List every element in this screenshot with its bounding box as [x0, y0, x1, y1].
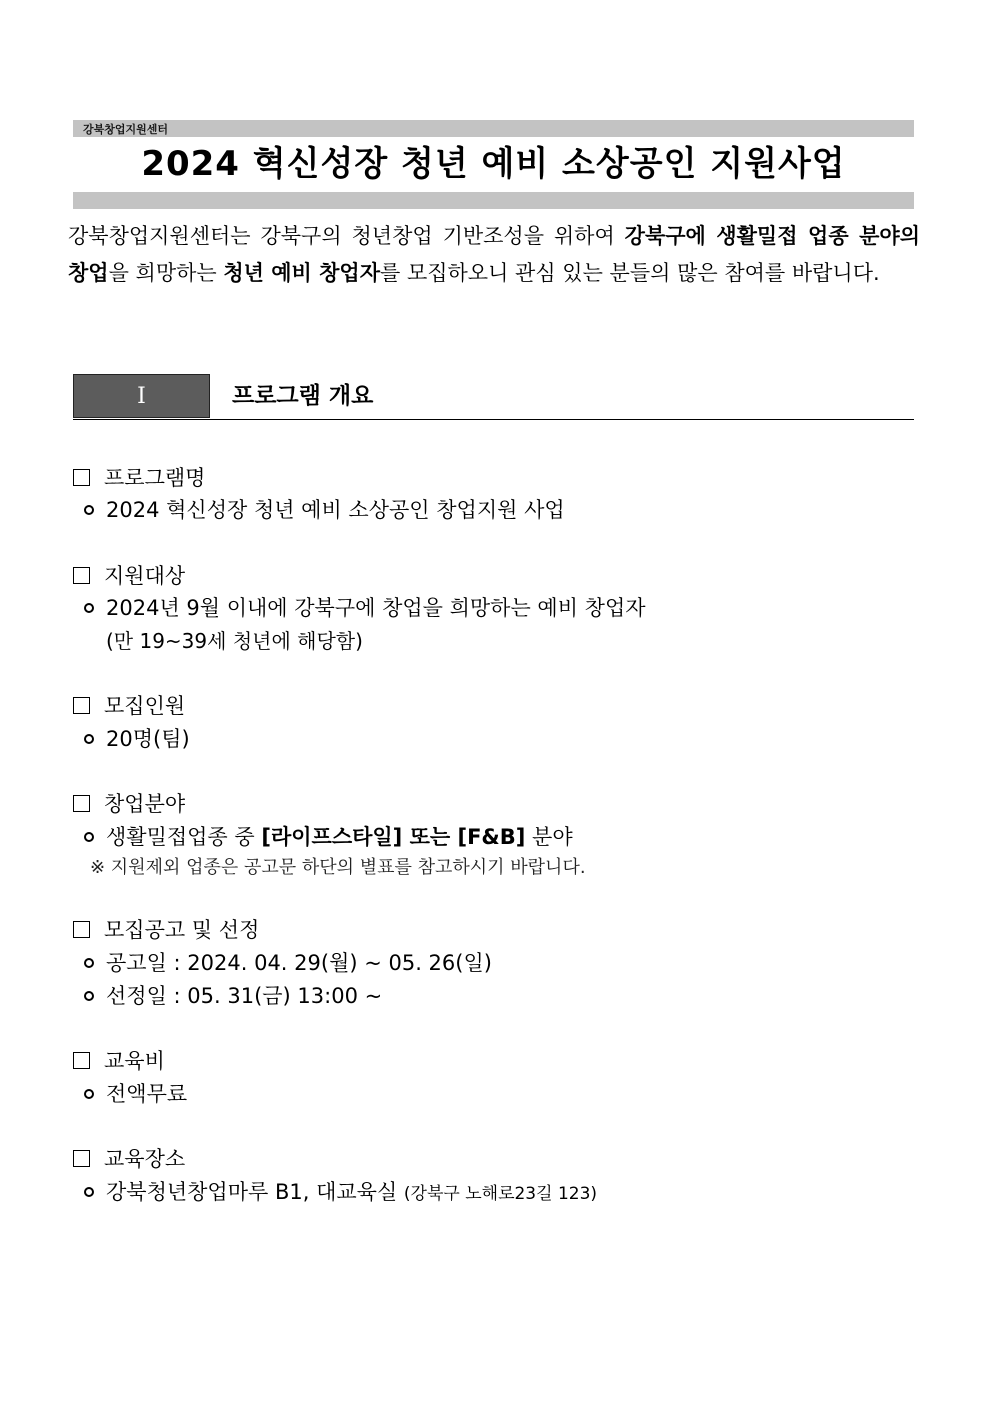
document-title: 2024 혁신성장 청년 예비 소상공인 지원사업 [141, 144, 846, 184]
line-text: 2024년 9월 이내에 강북구에 창업을 희망하는 예비 창업자 [106, 596, 646, 620]
item-note-field: ※ 지원제외 업종은 공고문 하단의 별표를 참고하시기 바랍니다. [90, 857, 586, 878]
item-line-program [84, 495, 565, 525]
item-line-fee [84, 1079, 187, 1109]
item-line-recruit [84, 724, 190, 754]
circle-bullet-icon [84, 991, 94, 1001]
line-text: 분야 [525, 825, 573, 849]
item-heading-recruit [73, 691, 185, 721]
line-bold: 또는 [402, 825, 458, 849]
circle-bullet-icon [84, 1089, 94, 1099]
item-line-schedule-1 [84, 948, 492, 978]
item-heading-field [73, 789, 185, 819]
circle-bullet-icon [84, 1187, 94, 1197]
header-bar-top [73, 120, 914, 137]
heading-label: 모집인원 [104, 694, 186, 718]
intro-text-2: 을 희망하는 [108, 261, 224, 285]
line-small-text: (강북구 노해로23길 123) [403, 1184, 598, 1204]
item-line-field [84, 822, 573, 852]
heading-label: 프로그램명 [104, 466, 206, 490]
line-text: 강북청년창업마루 B1, 대교육실 [106, 1180, 398, 1204]
item-line-target-cont: (만 19~39세 청년에 해당함) [106, 629, 363, 653]
checkbox-square-icon [73, 567, 90, 584]
item-heading-schedule [73, 915, 259, 945]
line-text: 생활밀접업종 중 [106, 825, 262, 849]
intro-paragraph [68, 218, 920, 292]
item-heading-fee [73, 1046, 165, 1076]
section-header [73, 374, 914, 420]
circle-bullet-icon [84, 603, 94, 613]
checkbox-square-icon [73, 921, 90, 938]
intro-bold-2: 청년 예비 창업자 [223, 261, 380, 285]
checkbox-square-icon [73, 697, 90, 714]
item-line-schedule-2 [84, 981, 382, 1011]
checkbox-square-icon [73, 1052, 90, 1069]
circle-bullet-icon [84, 832, 94, 842]
heading-label: 지원대상 [104, 564, 186, 588]
line-text: 전액무료 [106, 1082, 188, 1106]
line-text: 선정일 : 05. 31(금) 13:00 ~ [106, 984, 383, 1008]
header-bar-bottom [73, 192, 914, 209]
heading-label: 모집공고 및 선정 [104, 918, 260, 942]
checkbox-square-icon [73, 795, 90, 812]
intro-text-1: 강북창업지원센터는 강북구의 청년창업 기반조성을 위하여 [68, 224, 625, 248]
intro-bold-1: 강북구에 생활밀접 업종 분야의 창업 [68, 224, 921, 285]
line-text: 2024 혁신성장 청년 예비 소상공인 창업지원 사업 [106, 498, 565, 522]
heading-label: 창업분야 [104, 792, 186, 816]
item-line-venue [84, 1177, 597, 1209]
line-text: 20명(팀) [106, 727, 190, 751]
line-text: 공고일 : 2024. 04. 29(월) ~ 05. 26(일) [106, 951, 492, 975]
heading-label: 교육비 [104, 1049, 165, 1073]
item-heading-venue [73, 1144, 185, 1174]
circle-bullet-icon [84, 734, 94, 744]
item-line-target [84, 593, 646, 623]
intro-text-3: 를 모집하오니 관심 있는 분들의 많은 참여를 바랍니다. [379, 261, 880, 285]
item-heading-program [73, 463, 205, 493]
line-bold: [F&B] [457, 825, 526, 849]
line-bold: [라이프스타일] [261, 825, 403, 849]
circle-bullet-icon [84, 505, 94, 515]
org-tag: 강북창업지원센터 [83, 123, 169, 136]
circle-bullet-icon [84, 958, 94, 968]
heading-label: 교육장소 [104, 1147, 186, 1171]
section-number: Ⅰ [73, 374, 210, 418]
checkbox-square-icon [73, 469, 90, 486]
item-heading-target [73, 561, 185, 591]
checkbox-square-icon [73, 1150, 90, 1167]
section-title: 프로그램 개요 [232, 383, 374, 409]
